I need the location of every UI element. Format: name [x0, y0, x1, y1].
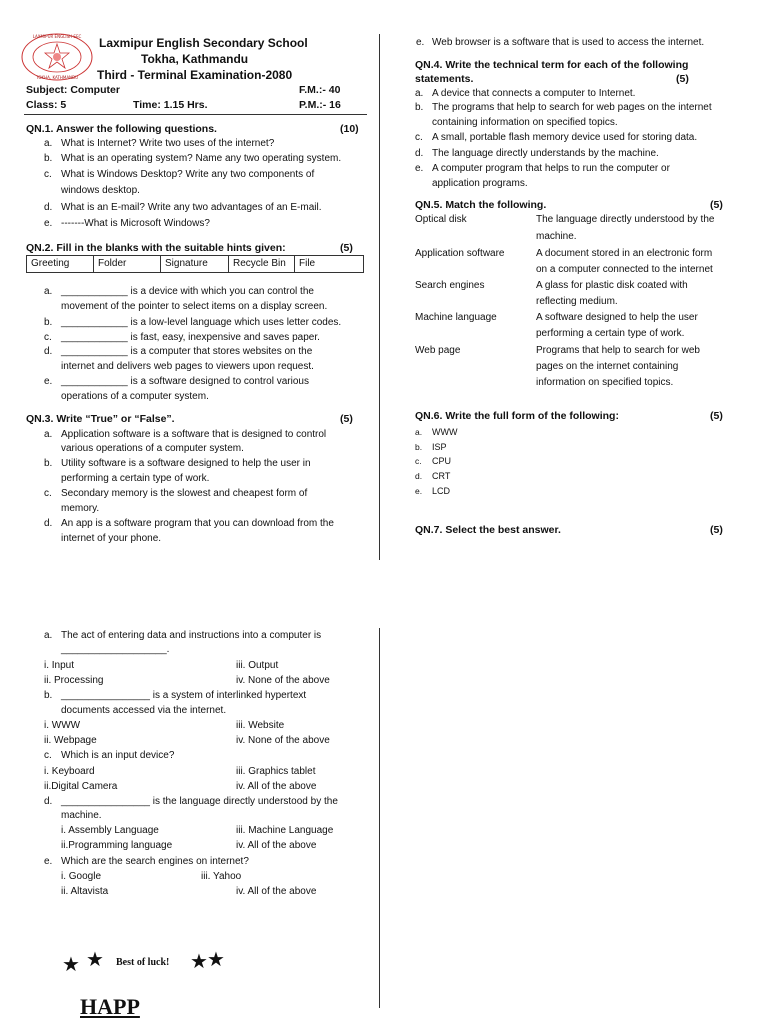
q1-marks: (10): [340, 123, 359, 135]
mcq-b-text-cont: documents accessed via the internet.: [61, 705, 227, 716]
q3-item-d-cont: internet of your phone.: [61, 533, 162, 544]
mcq-e-label: e.: [44, 856, 53, 867]
mcq-b-opt3: iii. Website: [236, 720, 285, 731]
q1-item-b: What is an operating system? Name any two operating system.: [61, 153, 342, 164]
q1-title: QN.1. Answer the following questions.: [26, 123, 217, 135]
q3-item-a-label: a.: [44, 429, 53, 440]
q4-title-cont: statements.: [415, 73, 474, 85]
q3-item-e-label: e.: [416, 37, 425, 48]
star-icon: ★: [207, 949, 225, 971]
q3-item-e: Web browser is a software that is used to access the internet.: [432, 37, 705, 48]
q3-item-d-label: d.: [44, 518, 53, 529]
q6-item-a: WWW: [432, 427, 458, 437]
q2-marks: (5): [340, 242, 353, 254]
mcq-d-opt3: iii. Machine Language: [236, 825, 334, 836]
mcq-d-opt1: i. Assembly Language: [61, 825, 159, 836]
q3-item-b: Utility software is a software designed to help the user in: [61, 458, 311, 469]
q3-item-a-cont: various operations of a computer system.: [61, 443, 244, 454]
q2-hints-table: [26, 255, 364, 273]
mcq-a-label: a.: [44, 630, 53, 641]
mcq-b-opt4: iv. None of the above: [236, 735, 330, 746]
q4-item-e-cont: application programs.: [432, 178, 528, 189]
school-name: Laxmipur English Secondary School: [99, 36, 308, 50]
hint-recycle-bin: Recycle Bin: [229, 256, 295, 272]
hint-file: File: [299, 258, 316, 269]
star-icon: ★: [190, 951, 208, 973]
mcq-a-opt1: i. Input: [44, 660, 75, 671]
q6-title: QN.6. Write the full form of the following:: [415, 410, 619, 422]
q5-right-5-cont2: information on specified topics.: [536, 377, 674, 388]
best-of-luck: Best of luck!: [116, 957, 170, 968]
mcq-c-opt1: i. Keyboard: [44, 766, 95, 777]
q7-marks: (5): [710, 524, 723, 536]
hint-greeting: Greeting: [27, 256, 94, 272]
q5-right-3-cont: reflecting medium.: [536, 296, 618, 307]
q5-right-5: Programs that help to search for web: [536, 345, 700, 356]
mcq-c-opt4: iv. All of the above: [236, 781, 317, 792]
q2-item-b: ____________ is a low-level language which uses letter codes.: [61, 317, 342, 328]
q4-item-a: A device that connects a computer to Internet.: [432, 88, 636, 99]
q3-marks: (5): [340, 413, 353, 425]
q2-item-a-cont: movement of the pointer to select items on a display screen.: [61, 301, 328, 312]
q2-item-d-label: d.: [44, 346, 53, 357]
subject-label: Subject: Computer: [26, 84, 120, 96]
mcq-e-text: Which are the search engines on internet?: [61, 856, 249, 867]
school-logo-icon: [20, 32, 94, 82]
q6-item-b-label: b.: [415, 442, 423, 452]
header-divider: [24, 114, 367, 115]
mcq-c-text: Which is an input device?: [61, 750, 175, 761]
mcq-e-opt2: ii. Altavista: [61, 886, 109, 897]
q7-title: QN.7. Select the best answer.: [415, 524, 561, 536]
mcq-c-opt2: ii.Digital Camera: [44, 781, 118, 792]
q5-left-1: Optical disk: [415, 214, 467, 225]
mcq-e-opt4: iv. All of the above: [236, 886, 317, 897]
q1-item-c-cont: windows desktop.: [61, 185, 140, 196]
q1-item-b-label: b.: [44, 153, 53, 164]
q3-item-d: An app is a software program that you can download from the: [61, 518, 334, 529]
q4-marks: (5): [676, 73, 689, 85]
q5-right-1-cont: machine.: [536, 231, 577, 242]
q6-item-d: CRT: [432, 471, 451, 481]
q5-right-2-cont: on a computer connected to the internet: [536, 264, 713, 275]
happ-heading: HAPP: [80, 994, 140, 1019]
q5-left-5: Web page: [415, 345, 461, 356]
mcq-a-opt2: ii. Processing: [44, 675, 104, 686]
q2-item-e-cont: operations of a computer system.: [61, 391, 209, 402]
q1-item-a-label: a.: [44, 138, 53, 149]
mcq-a-blank: ___________________.: [61, 644, 170, 655]
mcq-d-opt4: iv. All of the above: [236, 840, 317, 851]
exam-title: Third - Terminal Examination-2080: [97, 68, 293, 82]
q1-item-c: What is Windows Desktop? Write any two components of: [61, 169, 315, 180]
q5-right-1: The language directly understood by the: [536, 214, 715, 225]
q4-item-b: The programs that help to search for web pages on the internet: [432, 102, 712, 113]
q4-item-e-label: e.: [415, 163, 424, 174]
q2-item-e: ____________ is a software designed to control various: [61, 376, 309, 387]
q5-left-2: Application software: [415, 248, 505, 259]
class-label: Class: 5: [26, 99, 67, 111]
q3-item-c: Secondary memory is the slowest and cheapest form of: [61, 488, 308, 499]
hint-folder: Folder: [94, 256, 161, 272]
mcq-e-opt3: iii. Yahoo: [201, 871, 242, 882]
q6-item-d-label: d.: [415, 471, 423, 481]
q4-item-a-label: a.: [415, 88, 424, 99]
q3-item-b-label: b.: [44, 458, 53, 469]
q1-item-e-label: e.: [44, 218, 53, 229]
column-divider-top: [379, 34, 380, 560]
mcq-a-opt3: iii. Output: [236, 660, 279, 671]
mcq-b-opt2: ii. Webpage: [44, 735, 97, 746]
q5-right-2: A document stored in an electronic form: [536, 248, 713, 259]
full-marks: F.M.:- 40: [299, 84, 341, 96]
q6-item-e: LCD: [432, 486, 451, 496]
star-icon: ★: [86, 949, 104, 971]
q3-item-c-cont: memory.: [61, 503, 100, 514]
q3-item-c-label: c.: [44, 488, 52, 499]
q6-item-c-label: c.: [415, 456, 422, 466]
q3-title: QN.3. Write “True” or “False”.: [26, 413, 175, 425]
mcq-d-text: ________________ is the language directly understood by the: [61, 796, 338, 807]
q6-item-a-label: a.: [415, 427, 423, 437]
q2-item-b-label: b.: [44, 317, 53, 328]
mcq-d-text-cont: machine.: [61, 810, 102, 821]
q6-item-b: ISP: [432, 442, 447, 452]
hint-signature: Signature: [161, 256, 229, 272]
q4-item-c-label: c.: [415, 132, 423, 143]
q6-item-c: CPU: [432, 456, 452, 466]
svg-text:LAXMIPUR ENGLISH SEC: LAXMIPUR ENGLISH SEC: [32, 34, 82, 39]
mcq-b-text: ________________ is a system of interlinked hypertext: [61, 690, 307, 701]
q6-item-e-label: e.: [415, 486, 423, 496]
q4-item-d-label: d.: [415, 148, 424, 159]
q3-item-b-cont: performing a certain type of work.: [61, 473, 210, 484]
q6-marks: (5): [710, 410, 723, 422]
q5-right-5-cont: pages on the internet containing: [536, 361, 679, 372]
mcq-c-opt3: iii. Graphics tablet: [236, 766, 316, 777]
q4-item-b-label: b.: [415, 102, 424, 113]
pass-marks: P.M.:- 16: [299, 99, 341, 111]
column-divider-bottom: [379, 628, 380, 1008]
q2-item-a-label: a.: [44, 286, 53, 297]
mcq-d-opt2: ii.Programming language: [61, 840, 173, 851]
mcq-b-label: b.: [44, 690, 53, 701]
q4-item-e: A computer program that helps to run the computer or: [432, 163, 670, 174]
q4-item-d: The language directly understands by the machine.: [432, 148, 659, 159]
q2-item-c: ____________ is fast, easy, inexpensive and saves paper.: [61, 332, 320, 343]
mcq-b-opt1: i. WWW: [44, 720, 81, 731]
time-label: Time: 1.15 Hrs.: [133, 99, 208, 111]
q5-left-3: Search engines: [415, 280, 485, 291]
q2-item-c-label: c.: [44, 332, 52, 343]
q5-marks: (5): [710, 199, 723, 211]
q2-title: QN.2. Fill in the blanks with the suitable hints given:: [26, 242, 286, 254]
mcq-e-opt1: i. Google: [61, 871, 102, 882]
q2-item-e-label: e.: [44, 376, 53, 387]
q5-left-4: Machine language: [415, 312, 497, 323]
star-icon: ★: [62, 954, 80, 976]
q2-item-d: ____________ is a computer that stores websites on the: [61, 346, 313, 357]
q3-item-a: Application software is a software that is designed to control: [61, 429, 327, 440]
school-address: Tokha, Kathmandu: [141, 52, 249, 66]
q1-item-e: -------What is Microsoft Windows?: [61, 218, 210, 229]
q5-title: QN.5. Match the following.: [415, 199, 547, 211]
q5-right-4: A software designed to help the user: [536, 312, 698, 323]
mcq-a-opt4: iv. None of the above: [236, 675, 330, 686]
q1-item-d: What is an E-mail? Write any two advantages of an E-mail.: [61, 202, 322, 213]
q2-item-d-cont: internet and delivers web pages to viewers upon request.: [61, 361, 314, 372]
mcq-a-text: The act of entering data and instructions into a computer is: [61, 630, 322, 641]
q4-item-c: A small, portable flash memory device used for storing data.: [432, 132, 698, 143]
q5-right-3: A glass for plastic disk coated with: [536, 280, 688, 291]
q2-item-a: ____________ is a device with which you can control the: [61, 286, 314, 297]
mcq-d-label: d.: [44, 796, 53, 807]
q1-item-c-label: c.: [44, 169, 52, 180]
svg-text:TOKHA, KATHMANDU: TOKHA, KATHMANDU: [35, 75, 79, 80]
q5-right-4-cont: performing a certain type of work.: [536, 328, 685, 339]
mcq-c-label: c.: [44, 750, 52, 761]
q1-item-d-label: d.: [44, 202, 53, 213]
q4-title: QN.4. Write the technical term for each of the following: [415, 59, 689, 71]
q1-item-a: What is Internet? Write two uses of the internet?: [61, 138, 275, 149]
q4-item-b-cont: containing information on specified topics.: [432, 117, 618, 128]
